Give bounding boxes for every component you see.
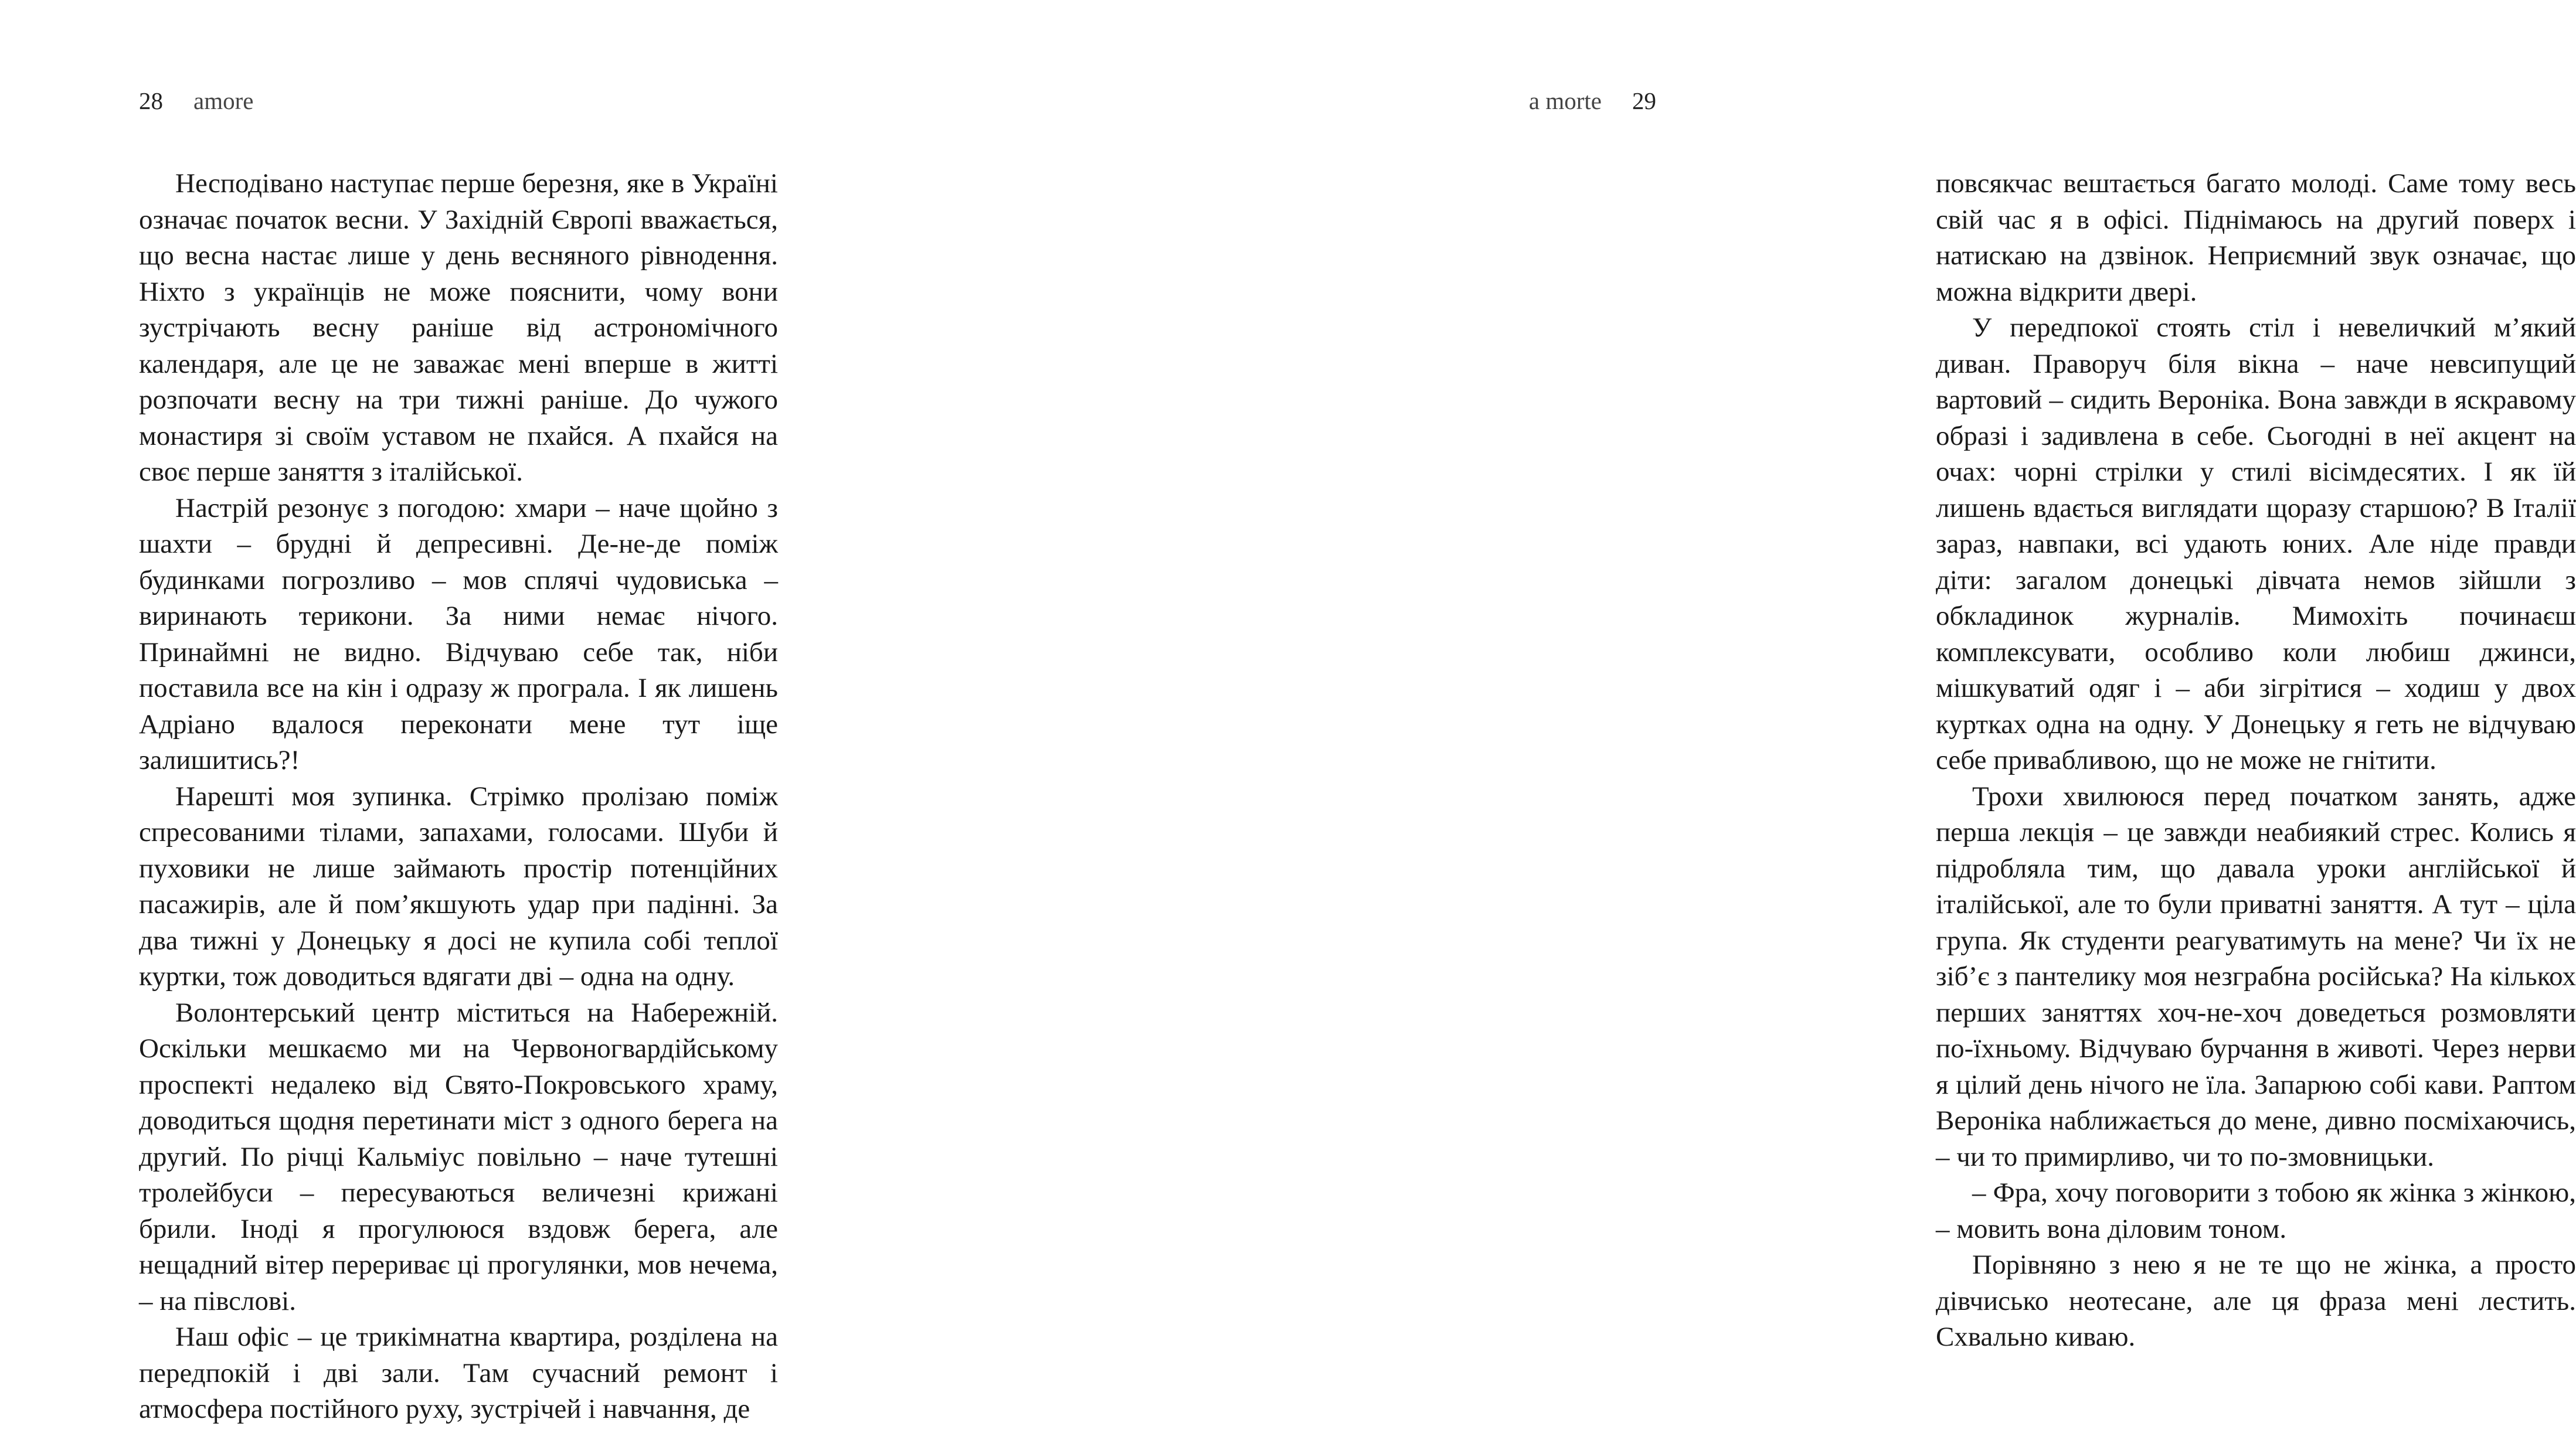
right-text-block <box>1936 166 2576 1356</box>
left-paragraph-2: Настрій резонує з погодою: хмари – наче щойно з шахти – брудні й депресивні. Де-не-де поміж будинками погрозливо – мов сплячі чудовиська – виринають терикони. За ними немає нічого. Принаймні не видно. Відчуваю себе так, ніби поставила все на кін і одразу ж програла. І як лишень Адріано вдалося переконати мене тут іще залишитись?! <box>139 492 778 775</box>
right-paragraph-2: У передпокої стоять стіл і невеличкий м’який диван. Праворуч біля вікна – наче невсипущий вартовий – сидить Вероніка. Вона завжди в яскравому образі і задивлена в себе. Сьогодні в неї акцент на очах: чорні стрілки у стилі вісімдесятих. І як їй лишень вдається виглядати щоразу старшою? В Італії зараз, навпаки, всі удають юних. Але ніде правди діти: загалом донецькі дівчата немов зійшли з обкладинок журналів. Мимохіть починаєш комплексувати, особливо коли любиш джинси, мішкуватий одяг і – аби зігрітися – ходиш у двох куртках одна на одну. У Донецьку я геть не відчуваю себе привабливою, що не може не гнітити. <box>1936 312 2576 775</box>
right-running-title: a morte <box>1528 87 1602 114</box>
right-paragraph-4: – Фра, хочу поговорити з тобою як жінка з жінкою, – мовить вона діловим тоном. <box>1936 1177 2576 1244</box>
right-running-head <box>1529 87 1656 115</box>
right-paragraph-5: Порівняно з нею я не те що не жінка, а просто дівчисько неотесане, але ця фраза мені лестить. Схвально киваю. <box>1936 1250 2576 1352</box>
right-page <box>900 0 2576 1440</box>
right-paragraph-3: Трохи хвилююся перед початком занять, адже перша лекція – це завжди неабиякий стрес. Колись я підробляла тим, що давала уроки англійської й італійської, але то були приватні заняття. А тут – ціла група. Як студенти реагуватимуть на мене? Чи їх не зіб’є з пантелику моя незграбна російська? На кількох перших заняттях хоч-не-хоч доведеться розмовляти по-їхньому. Відчуваю бурчання в животі. Через нерви я цілий день нічого не їла. Запарюю собі кави. Раптом Вероніка наближається до мене, дивно посміхаючись, – чи то примирливо, чи то по-змовницьки. <box>1936 781 2576 1172</box>
left-paragraph-4: Волонтерський центр міститься на Набережній. Оскільки мешкаємо ми на Червоногвардійському проспекті недалеко від Свято-Покровського храму, доводиться щодня перетинати міст з одного берега на другий. По річці Кальміус повільно – наче тутешні тролейбуси – пересуваються величезні крижані брили. Іноді я прогулююся вздовж берега, але нещадний вітер перериває ці прогулянки, мов нечема, – на півслові. <box>139 997 778 1316</box>
left-page-number: 28 <box>139 87 163 114</box>
left-paragraph-1: Несподівано наступає перше березня, яке в Україні означає початок весни. У Західній Європі вважається, що весна настає лише у день весняного рівнодення. Ніхто з українців не може пояснити, чому вони зустрічають весну раніше від астрономічного календаря, але це не заважає мені вперше в житті розпочати весну на три тижні раніше. До чужого монастиря зі своїм уставом не пхайся. А пхайся на своє перше заняття з італійської. <box>139 168 778 487</box>
left-running-head <box>139 87 253 115</box>
left-paragraph-3: Нарешті моя зупинка. Стрімко пролізаю поміж спресованими тілами, запахами, голосами. Шуби й пуховики не лише займають простір потенційних пасажирів, але й пом’якшують удар при падінні. За два тижні у Донецьку я досі не купила собі теплої куртки, тож доводиться вдягати дві – одна на одну. <box>139 781 778 992</box>
right-paragraph-1: повсякчас вештається багато молоді. Саме тому весь свій час я в офісі. Піднімаюсь на другий поверх і натискаю на дзвінок. Неприємний звук означає, що можна відкрити двері. <box>1936 168 2576 307</box>
left-page <box>0 0 900 1440</box>
left-text-block <box>139 166 778 1428</box>
left-running-title: amore <box>193 87 254 114</box>
left-paragraph-5: Наш офіс – це трикімнатна квартира, розділена на передпокій і дві зали. Там сучасний ремонт і атмосфера постійного руху, зустрічей і навчання, де <box>139 1322 778 1424</box>
right-page-number: 29 <box>1632 87 1656 114</box>
